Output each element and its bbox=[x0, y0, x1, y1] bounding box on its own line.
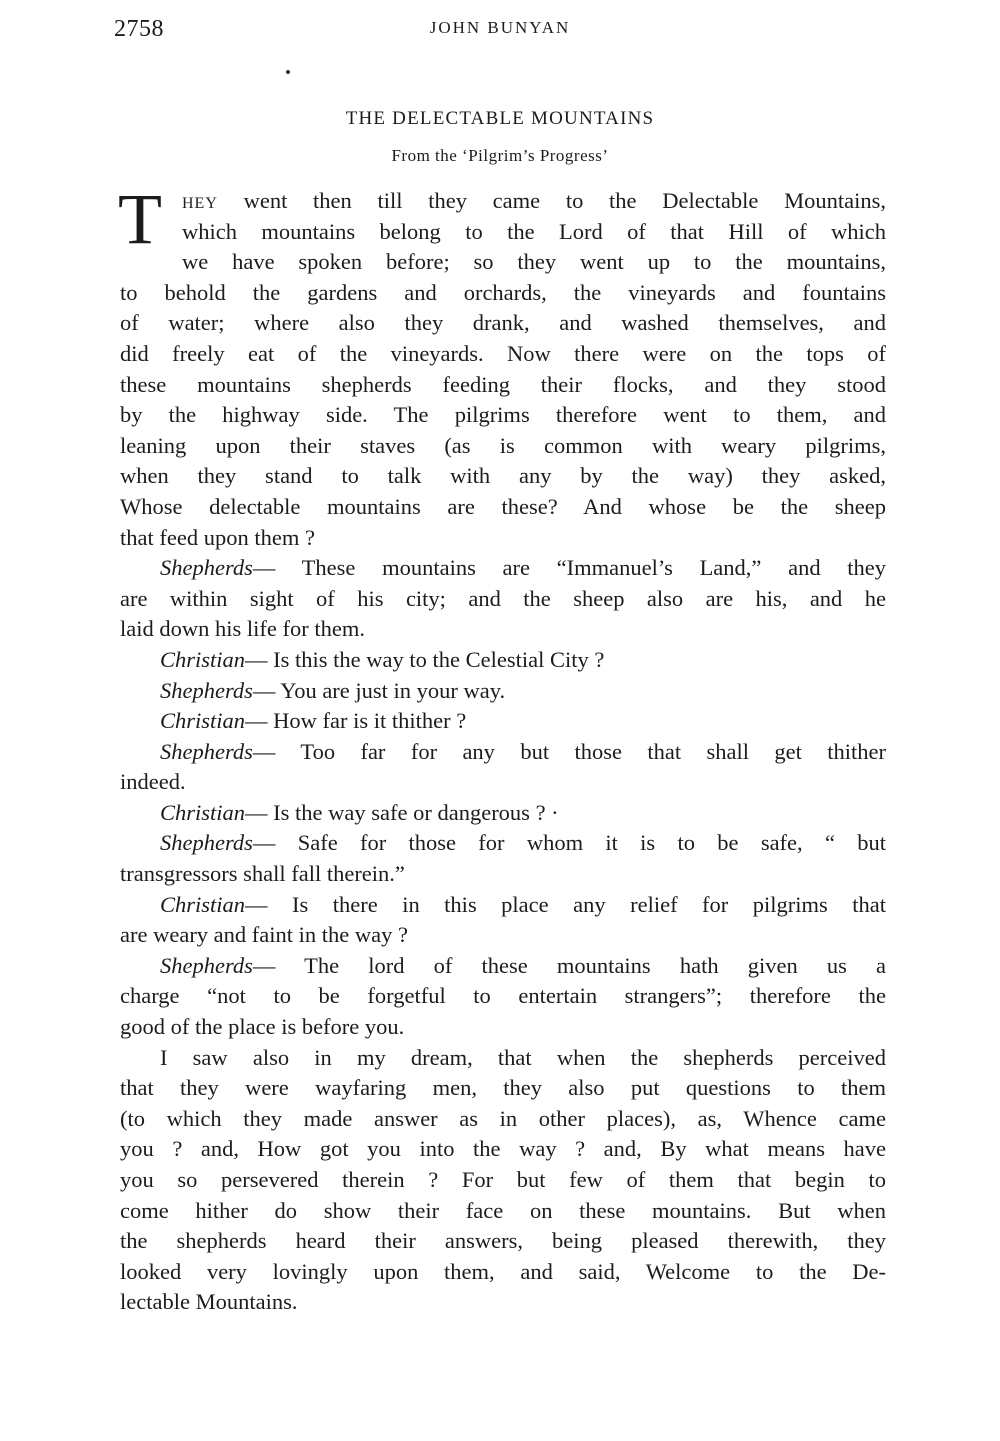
text-line: indeed. bbox=[120, 769, 186, 795]
text-line: by the highway side. The pilgrims therefore went to them, and bbox=[120, 402, 886, 428]
text-line: the shepherds heard their answers, being pleased therewith, they bbox=[120, 1228, 886, 1254]
text-line bbox=[120, 706, 886, 737]
text-line bbox=[120, 798, 886, 829]
speaker-name: Shepherds bbox=[160, 677, 253, 703]
text-line: of water; where also they drank, and washed themselves, and bbox=[120, 310, 886, 336]
dialogue-exchange bbox=[120, 553, 886, 1043]
text-line: good of the place is before you. bbox=[120, 1014, 405, 1040]
text-line bbox=[120, 553, 886, 584]
text-line-rest: went then till they came to the Delectable Mountains, bbox=[217, 188, 886, 213]
text-line: come hither do show their face on these mountains. But when bbox=[120, 1197, 886, 1223]
text-line bbox=[120, 737, 886, 768]
page-number: 2758 bbox=[114, 16, 164, 42]
ink-speck bbox=[286, 70, 290, 74]
speaker-name: Christian bbox=[160, 708, 246, 734]
text-line: charge “not to be forgetful to entertain strangers”; therefore the bbox=[120, 983, 886, 1009]
speech-text: — The lord of these mountains hath given us a bbox=[252, 952, 886, 978]
closing-paragraph bbox=[120, 1043, 886, 1318]
speaker-name: Shepherds bbox=[160, 555, 253, 581]
text-line bbox=[120, 645, 886, 676]
text-line bbox=[120, 676, 886, 707]
text-line: that they were wayfaring men, they also put questions to them bbox=[120, 1075, 886, 1101]
speech-text: — You are just in your way. bbox=[252, 677, 506, 703]
text-line: these mountains shepherds feeding their flocks, and they stood bbox=[120, 371, 886, 397]
text-line: laid down his life for them. bbox=[120, 616, 365, 642]
text-line: I saw also in my dream, that when the shepherds perceived bbox=[160, 1044, 886, 1070]
text-line: that feed upon them ? bbox=[120, 524, 315, 550]
text-line: transgressors shall fall therein.” bbox=[120, 861, 405, 887]
text-line: are weary and faint in the way ? bbox=[120, 922, 408, 948]
text-line bbox=[120, 890, 886, 921]
text-line: Whose delectable mountains are these? And whose be the sheep bbox=[120, 493, 886, 519]
small-caps-word: HEY bbox=[182, 195, 218, 212]
speaker-name: Christian bbox=[160, 646, 246, 672]
text-line: leaning upon their staves (as is common with weary pilgrims, bbox=[120, 432, 886, 458]
text-line: we have spoken before; so they went up to the mountains, bbox=[182, 249, 886, 275]
speaker-name: Shepherds bbox=[160, 830, 253, 856]
speech-text: — Is the way safe or dangerous ? · bbox=[245, 799, 559, 825]
opening-paragraph bbox=[118, 179, 886, 553]
text-line: when they stand to talk with any by the way) they asked, bbox=[120, 463, 886, 489]
text-line bbox=[120, 951, 886, 982]
text-line: looked very lovingly upon them, and said, Welcome to the De- bbox=[120, 1258, 886, 1284]
speech-text: — How far is it thither ? bbox=[245, 708, 467, 734]
speech-text: — Is this the way to the Celestial City ? bbox=[245, 646, 605, 672]
text-line bbox=[120, 828, 886, 859]
text-line: (to which they made answer as in other places), as, Whence came bbox=[120, 1105, 886, 1131]
body-text bbox=[118, 179, 886, 1318]
speaker-name: Christian bbox=[160, 799, 246, 825]
speaker-name: Shepherds bbox=[160, 952, 253, 978]
speech-text: — Too far for any but those that shall get thither bbox=[252, 738, 886, 764]
speaker-name: Christian bbox=[160, 891, 246, 917]
page-subtitle: From the ‘Pilgrim’s Progress’ bbox=[391, 146, 609, 165]
text-line: you so persevered therein ? For but few of them that begin to bbox=[120, 1167, 886, 1192]
speech-text: — Is there in this place any relief for pilgrims that bbox=[245, 891, 886, 917]
speech-text: — These mountains are “Immanuel’s Land,” and they bbox=[252, 555, 886, 581]
running-head: JOHN BUNYAN bbox=[429, 18, 571, 37]
text-line: lectable Mountains. bbox=[120, 1289, 298, 1315]
text-line: you ? and, How got you into the way ? and, By what means have bbox=[120, 1136, 886, 1162]
speaker-name: Shepherds bbox=[160, 738, 253, 764]
text-line: which mountains belong to the Lord of that Hill of which bbox=[182, 218, 886, 244]
text-line bbox=[120, 186, 886, 217]
text-line: did freely eat of the vineyards. Now there were on the tops of bbox=[120, 340, 886, 366]
text-line: to behold the gardens and orchards, the vineyards and fountains bbox=[120, 279, 886, 305]
speech-text: — Safe for those for whom it is to be safe, “ but bbox=[252, 830, 886, 856]
drop-cap: T bbox=[118, 179, 162, 259]
text-line: are within sight of his city; and the sheep also are his, and he bbox=[120, 585, 886, 611]
page-title: THE DELECTABLE MOUNTAINS bbox=[345, 108, 655, 129]
